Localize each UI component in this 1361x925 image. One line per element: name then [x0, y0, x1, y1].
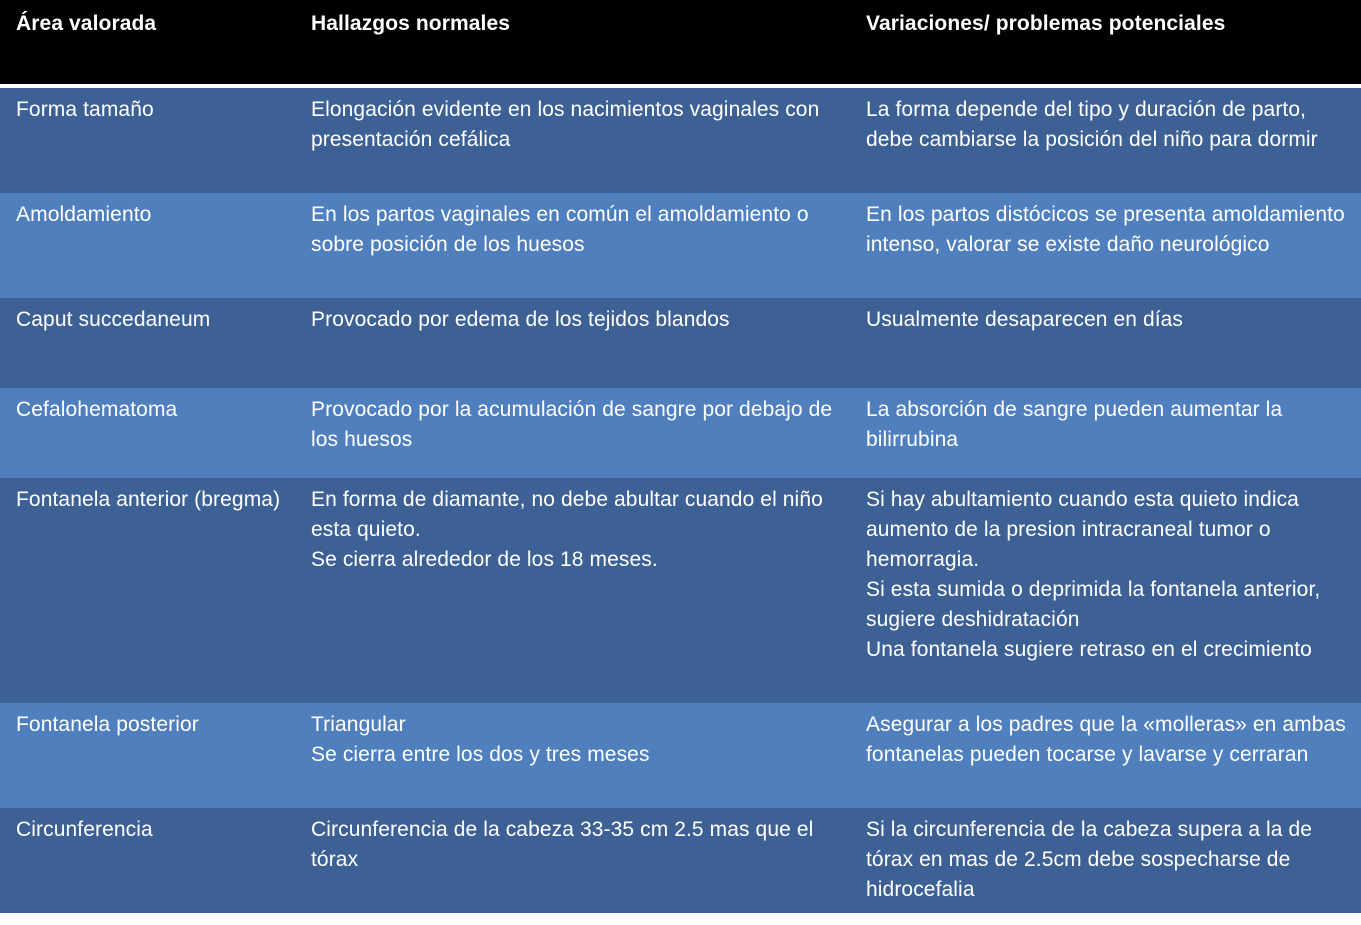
cell-normal: Elongación evidente en los nacimientos vaginales con presentación cefálica — [311, 98, 820, 151]
cell-area: Fontanela posterior — [16, 713, 199, 736]
cell-variations: La absorción de sangre pueden aumentar la bilirrubina — [866, 398, 1283, 451]
cell-area: Cefalohematoma — [16, 398, 178, 421]
cell-variations: En los partos distócicos se presenta amoldamiento intenso, valorar se existe daño neurológico — [866, 203, 1345, 256]
table-row — [0, 298, 1361, 388]
cell-variations: Si la circunferencia de la cabeza supera a la de tórax en mas de 2.5cm debe sospecharse de hidrocefalia — [866, 818, 1313, 901]
cell-area: Fontanela anterior (bregma) — [16, 488, 281, 511]
cell-area: Caput succedaneum — [16, 308, 211, 331]
table-row — [0, 808, 1361, 913]
header-normal-findings: Hallazgos normales — [311, 12, 511, 35]
cell-normal: Provocado por la acumulación de sangre por debajo de los huesos — [311, 398, 833, 451]
cell-normal: Circunferencia de la cabeza 33-35 cm 2.5 mas que el tórax — [311, 818, 814, 871]
cell-normal: En los partos vaginales en común el amoldamiento o sobre posición de los huesos — [311, 203, 809, 256]
cell-area: Amoldamiento — [16, 203, 152, 226]
table-row — [0, 478, 1361, 703]
table-row — [0, 703, 1361, 808]
header-area: Área valorada — [16, 12, 157, 35]
cell-normal: Provocado por edema de los tejidos blandos — [311, 308, 730, 331]
cell-variations: La forma depende del tipo y duración de parto, debe cambiarse la posición del niño para dormir — [866, 98, 1318, 151]
table-row — [0, 88, 1361, 193]
cell-variations: Asegurar a los padres que la «molleras» en ambas fontanelas pueden tocarse y lavarse y cerraran — [866, 713, 1346, 766]
table-header — [0, 0, 1361, 88]
cell-variations: Si hay abultamiento cuando esta quieto indica aumento de la presion intracraneal tumor o hemorragia. Si esta sumida o deprimida la fontanela anterior, sugiere deshidratación Una fontanela sugiere retraso en el crecimiento — [866, 488, 1321, 661]
cell-normal: Triangular Se cierra entre los dos y tres meses — [311, 713, 650, 766]
header-variations: Variaciones/ problemas potenciales — [866, 12, 1226, 35]
cell-area: Forma tamaño — [16, 98, 154, 121]
cell-area: Circunferencia — [16, 818, 153, 841]
table-row — [0, 388, 1361, 478]
cell-normal: En forma de diamante, no debe abultar cuando el niño esta quieto. Se cierra alrededor de los 18 meses. — [311, 488, 823, 571]
table-row — [0, 193, 1361, 298]
cell-variations: Usualmente desaparecen en días — [866, 308, 1184, 331]
